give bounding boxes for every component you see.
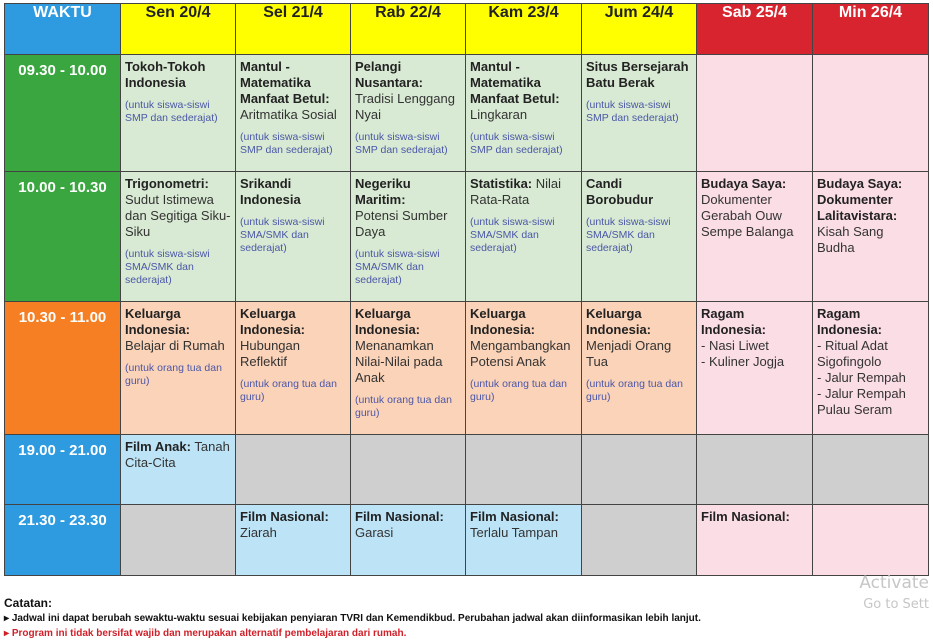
- note-line: [4, 627, 701, 640]
- time-slot: 19.00 - 21.00: [5, 435, 121, 505]
- program-title: Film Nasional:: [470, 509, 559, 524]
- program-title: Budaya Saya:: [701, 176, 787, 191]
- program-title: Statistika:: [470, 176, 533, 191]
- audience-note: (untuk siswa-siswi SMA/SMK dan sederajat): [355, 248, 440, 286]
- program-desc: Hubungan Reflektif: [240, 338, 300, 369]
- program-cell: [236, 505, 351, 576]
- program-cell: [121, 435, 236, 505]
- table-row: [5, 505, 929, 576]
- empty-cell: [351, 435, 466, 505]
- program-cell: [697, 302, 813, 435]
- program-cell: [236, 55, 351, 172]
- program-title: Pelangi Nusantara:: [355, 59, 423, 90]
- program-title: Tokoh-Tokoh Indonesia: [125, 59, 206, 90]
- audience-note: (untuk siswa-siswi SMP dan sederajat): [240, 131, 333, 156]
- program-cell: [351, 172, 466, 302]
- program-cell: [582, 302, 697, 435]
- program-title: Situs Bersejarah Batu Berak: [586, 59, 689, 90]
- program-cell: [582, 172, 697, 302]
- table-row: [5, 55, 929, 172]
- program-cell: [351, 302, 466, 435]
- list-item: - Jalur Rempah: [817, 370, 906, 385]
- program-title: Film Nasional:: [701, 509, 790, 524]
- program-title: Negeriku Maritim:: [355, 176, 411, 207]
- program-cell: [121, 302, 236, 435]
- header-waktu: WAKTU: [5, 4, 121, 55]
- audience-note: (untuk siswa-siswi SMP dan sederajat): [586, 99, 679, 124]
- program-cell: [351, 55, 466, 172]
- program-desc: Menanamkan Nilai-Nilai pada Anak: [355, 338, 443, 385]
- program-cell: [582, 55, 697, 172]
- caret-right-icon: ▸: [4, 628, 12, 639]
- time-slot: 09.30 - 10.00: [5, 55, 121, 172]
- program-title: Mantul - Matematika Manfaat Betul:: [470, 59, 560, 106]
- audience-note: (untuk siswa-siswi SMA/SMK dan sederajat): [240, 216, 325, 254]
- program-desc: Menjadi Orang Tua: [586, 338, 672, 369]
- program-cell: [466, 172, 582, 302]
- program-title: Ragam Indonesia:: [817, 306, 883, 337]
- program-desc: Kisah Sang Budha: [817, 224, 884, 255]
- empty-cell: [697, 55, 813, 172]
- list-item: - Jalur Rempah Pulau Seram: [817, 386, 906, 417]
- schedule-table: [4, 3, 929, 576]
- empty-cell: [813, 505, 929, 576]
- program-cell: [466, 55, 582, 172]
- program-title: Keluarga Indonesia:: [355, 306, 421, 337]
- program-title: Film Nasional:: [355, 509, 444, 524]
- empty-cell: [582, 435, 697, 505]
- empty-cell: [813, 55, 929, 172]
- header-day-mon: Sen 20/4: [121, 4, 236, 55]
- empty-cell: [236, 435, 351, 505]
- program-title: Trigonometri:: [125, 176, 209, 191]
- empty-cell: [697, 435, 813, 505]
- audience-note: (untuk orang tua dan guru): [355, 394, 452, 419]
- program-cell: [697, 172, 813, 302]
- time-slot: 10.00 - 10.30: [5, 172, 121, 302]
- program-title: Candi Borobudur: [586, 176, 654, 207]
- program-cell: [236, 302, 351, 435]
- program-desc: Tanah Cita-Cita: [125, 439, 230, 470]
- program-desc: Tradisi Lenggang Nyai: [355, 91, 455, 122]
- notes-title: Catatan:: [4, 596, 53, 610]
- header-row: [5, 4, 929, 55]
- program-desc: Sudut Istimewa dan Segitiga Siku-Siku: [125, 192, 231, 239]
- program-desc: Belajar di Rumah: [125, 338, 225, 353]
- program-title: Keluarga Indonesia:: [240, 306, 306, 337]
- program-cell: [121, 172, 236, 302]
- program-desc: Potensi Sumber Daya: [355, 208, 448, 239]
- empty-cell: [582, 505, 697, 576]
- program-title: Ragam Indonesia:: [701, 306, 767, 337]
- program-desc: Dokumenter Gerabah Ouw Sempe Balanga: [701, 192, 794, 239]
- program-desc: Lingkaran: [470, 107, 528, 122]
- program-title: Keluarga Indonesia:: [470, 306, 536, 337]
- audience-note: (untuk siswa-siswi SMA/SMK dan sederajat): [470, 216, 555, 254]
- caret-right-icon: ▸: [4, 613, 12, 624]
- empty-cell: [813, 435, 929, 505]
- audience-note: (untuk siswa-siswi SMP dan sederajat): [125, 99, 218, 124]
- list-item: - Kuliner Jogja: [701, 354, 785, 369]
- list-item: - Ritual Adat Sigofingolo: [817, 338, 888, 369]
- time-slot: 10.30 - 11.00: [5, 302, 121, 435]
- time-slot: 21.30 - 23.30: [5, 505, 121, 576]
- program-cell: [121, 55, 236, 172]
- audience-note: (untuk siswa-siswi SMA/SMK dan sederajat): [586, 216, 671, 254]
- audience-note: (untuk orang tua dan guru): [125, 362, 222, 387]
- program-title: Mantul - Matematika Manfaat Betul:: [240, 59, 330, 106]
- audience-note: (untuk siswa-siswi SMP dan sederajat): [470, 131, 563, 156]
- program-cell: [466, 505, 582, 576]
- program-desc: Mengambangkan Potensi Anak: [470, 338, 571, 369]
- program-desc: Ziarah: [240, 525, 277, 540]
- program-cell: [466, 302, 582, 435]
- activation-watermark: Activate: [859, 573, 929, 593]
- program-cell: [813, 172, 929, 302]
- program-desc: Aritmatika Sosial: [240, 107, 337, 122]
- program-title: Srikandi Indonesia: [240, 176, 301, 207]
- program-cell: [351, 505, 466, 576]
- table-row: [5, 435, 929, 505]
- list-item: - Nasi Liwet: [701, 338, 769, 353]
- table-row: [5, 172, 929, 302]
- program-desc: Terlalu Tampan: [470, 525, 558, 540]
- program-title: Film Anak:: [125, 439, 191, 454]
- program-cell: [697, 505, 813, 576]
- table-row: [5, 302, 929, 435]
- header-day-thu: Kam 23/4: [466, 4, 582, 55]
- header-day-fri: Jum 24/4: [582, 4, 697, 55]
- notes-section: [4, 597, 701, 640]
- program-desc: Garasi: [355, 525, 394, 540]
- audience-note: (untuk orang tua dan guru): [470, 378, 567, 403]
- program-desc: Nilai Rata-Rata: [470, 176, 562, 207]
- empty-cell: [466, 435, 582, 505]
- note-text: Program ini tidak bersifat wajib dan merupakan alternatif pembelajaran dari rumah.: [11, 628, 407, 639]
- header-day-wed: Rab 22/4: [351, 4, 466, 55]
- header-day-tue: Sel 21/4: [236, 4, 351, 55]
- header-day-sat: Sab 25/4: [697, 4, 813, 55]
- note-line: [4, 612, 701, 625]
- activation-watermark-sub: Go to Sett: [863, 597, 929, 612]
- audience-note: (untuk siswa-siswi SMA/SMK dan sederajat): [125, 248, 210, 286]
- program-title: Film Nasional:: [240, 509, 329, 524]
- audience-note: (untuk siswa-siswi SMP dan sederajat): [355, 131, 448, 156]
- header-day-sun: Min 26/4: [813, 4, 929, 55]
- program-title: Budaya Saya: Dokumenter Lalitavistara:: [817, 176, 903, 223]
- program-cell: [236, 172, 351, 302]
- note-text: Jadwal ini dapat berubah sewaktu-waktu sesuai kebijakan penyiaran TVRI dan Kemendikbud. Perubahan jadwal akan diinformasikan lebih lanjut.: [11, 613, 701, 624]
- empty-cell: [121, 505, 236, 576]
- program-title: Keluarga Indonesia:: [586, 306, 652, 337]
- program-title: Keluarga Indonesia:: [125, 306, 191, 337]
- audience-note: (untuk orang tua dan guru): [240, 378, 337, 403]
- program-cell: [813, 302, 929, 435]
- audience-note: (untuk orang tua dan guru): [586, 378, 683, 403]
